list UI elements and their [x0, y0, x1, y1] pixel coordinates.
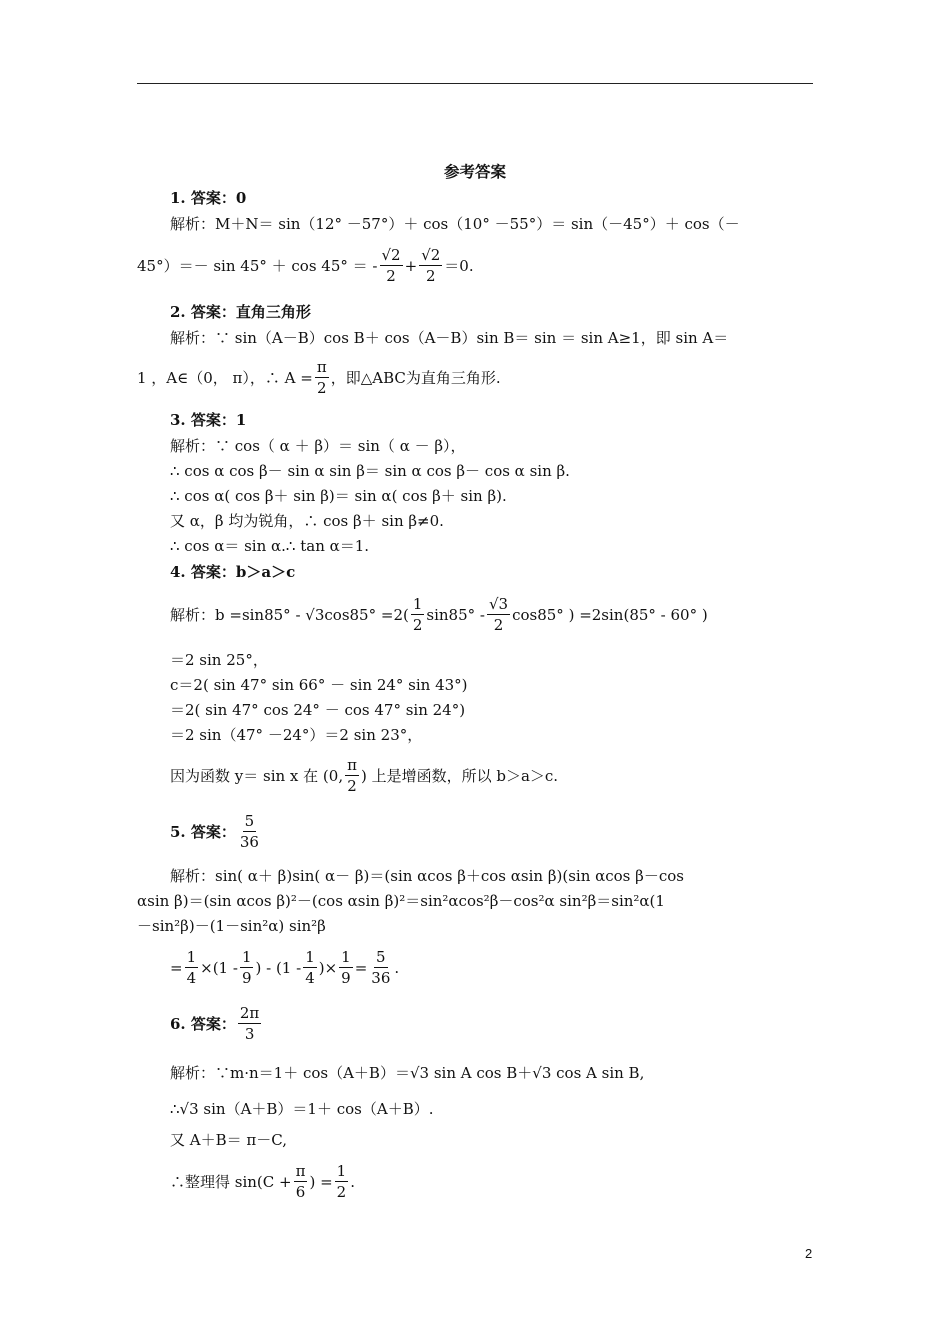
q5-eq-c: ) - (1 - [255, 958, 302, 977]
q5-e1 [185, 948, 199, 987]
q5-e5-num: 5 [376, 948, 386, 966]
q6-line: ∴√3 sin（A＋B）＝1＋ cos（A＋B）. [170, 1100, 434, 1118]
q3-line: ∴ cos α＝ sin α.∴ tan α＝1. [170, 537, 370, 555]
q4-formula-a: 解析：b =sin85° - √3cos85° =2( [170, 605, 409, 624]
q5-ans-den: 36 [239, 833, 259, 851]
q5-eq-e: = [354, 958, 368, 977]
q3-line: ∴ cos α( cos β＋ sin β)＝ sin α( cos β＋ sin β). [170, 487, 507, 505]
q2-answer: 2. 答案：直角三角形 [170, 303, 311, 321]
q4-formula [170, 595, 708, 634]
q4-line: ＝2 sin 25°， [170, 651, 268, 669]
q6-head: 6. 答案： [170, 1014, 236, 1033]
q2-fraction [315, 358, 329, 397]
q4-formula-c: cos85° ) =2sin(85° - 60° ) [512, 605, 708, 624]
q2-frac-den: 2 [317, 379, 327, 397]
q4-f1-num: 1 [412, 595, 423, 613]
q6-ans-num: 2π [239, 1004, 260, 1022]
q2-frac-num: π [316, 358, 327, 376]
q1-fraction-2 [419, 246, 442, 285]
q4-answer: 4. 答案：b＞a＞c [170, 563, 296, 581]
q5-line: αsin β)＝(sin αcos β)²－(cos αsin β)²＝sin²αcos²β－cos²α sin²β＝sin²α(1 [137, 892, 665, 910]
q3-line: 解析：∵ cos（ α ＋ β）＝ sin（ α － β）， [170, 437, 466, 455]
q4-line: ＝2( sin 47° cos 24° － cos 47° sin 24°) [170, 701, 466, 719]
q5-e1-num: 1 [186, 948, 197, 966]
q1-frac2-num: √2 [421, 246, 441, 264]
q6-last-fraction [294, 1162, 308, 1201]
q4-fraction-1 [411, 595, 425, 634]
q4-conclusion [170, 756, 558, 795]
q6-last-a: ∴整理得 sin(C + [170, 1172, 292, 1191]
q4-f2-den: 2 [493, 616, 504, 634]
q5-eq-a: = [170, 958, 183, 977]
q5-e3-den: 4 [305, 969, 315, 987]
q6-last2-den: 2 [336, 1183, 347, 1201]
q1-frac-den: 2 [386, 267, 396, 285]
header-rule [137, 83, 813, 84]
q6-last2-num: 1 [336, 1162, 347, 1180]
q4-last-fraction [345, 756, 359, 795]
q5-line: 解析：sin( α＋ β)sin( α－ β)＝(sin αcos β＋cos αsin β)(sin αcos β－cos [170, 867, 684, 885]
q5-line: －sin²β)－(1－sin²α) sin²β [137, 917, 326, 935]
q2-analysis-line1: 解析：∵ sin（A－B）cos B＋ cos（A－B）sin B＝ sin ＝ sin A≥1，即 sin A＝ [170, 329, 729, 347]
q1-answer: 1. 答案：0 [170, 189, 247, 207]
q6-last-num: π [295, 1162, 306, 1180]
q5-eq-d: )× [318, 958, 338, 977]
q5-e4 [339, 948, 353, 987]
q5-e4-den: 9 [341, 969, 351, 987]
q5-eq-b: ×(1 - [200, 958, 238, 977]
q5-e4-num: 1 [341, 948, 351, 966]
q5-e5 [369, 948, 392, 987]
q6-last-b: ) = [309, 1172, 333, 1191]
q4-last-den: 2 [347, 777, 357, 795]
q6-last-den: 6 [295, 1183, 306, 1201]
q1-analysis-line2 [137, 246, 474, 285]
q5-e2 [240, 948, 254, 987]
q4-last-num: π [347, 756, 357, 774]
q4-line: c＝2( sin 47° sin 66° － sin 24° sin 43°) [170, 676, 468, 694]
q4-last-a: 因为函数 y＝ sin x 在 (0, [170, 766, 344, 785]
q5-ans-num: 5 [244, 812, 255, 830]
q5-e2-num: 1 [241, 948, 252, 966]
q5-head: 5. 答案： [170, 822, 236, 841]
q5-e3 [303, 948, 317, 987]
q4-f1-den: 2 [412, 616, 423, 634]
q6-last-c: . [350, 1172, 355, 1191]
q1-frac-num: √2 [381, 246, 401, 264]
q6-line: 解析：∵m·n＝1＋ cos（A＋B）＝√3 sin A cos B＋√3 cos A sin B, [170, 1064, 645, 1082]
q3-line: 又 α，β 均为锐角，∴ cos β＋ sin β≠0. [170, 512, 444, 530]
q4-f2-num: √3 [488, 595, 509, 613]
q4-last-b: ) 上是增函数，所以 b＞a＞c. [360, 766, 559, 785]
q5-eq-f: . [394, 958, 400, 977]
q2-text-b: ，即△ABC为直角三角形. [330, 368, 501, 387]
q1-analysis-line1: 解析：M＋N＝ sin（12° －57°）＋ cos（10° －55°）＝ sin（－45°）＋ cos（－ [170, 215, 740, 233]
q5-answer-fraction [238, 812, 261, 851]
q6-last-fraction-2 [335, 1162, 349, 1201]
q6-ans-den: 3 [244, 1025, 255, 1043]
page-number: 2 [805, 1246, 813, 1261]
q6-answer [170, 1004, 263, 1043]
q1-frac2-den: 2 [425, 267, 436, 285]
page-title: 参考答案 [443, 162, 506, 181]
q4-formula-b: sin85° - [426, 605, 485, 624]
q1-text-a: 45°）＝－ sin 45° ＋ cos 45° ＝ - [137, 256, 378, 275]
q6-answer-fraction [238, 1004, 261, 1043]
q5-e2-den: 9 [241, 969, 252, 987]
q3-answer: 3. 答案：1 [170, 411, 247, 429]
q6-conclusion [170, 1162, 355, 1201]
q5-equation [170, 948, 399, 987]
q3-line: ∴ cos α cos β－ sin α sin β＝ sin α cos β－ cos α sin β. [170, 462, 570, 480]
q6-line: 又 A＋B＝ π－C, [170, 1131, 287, 1149]
q1-text-b: ＝0. [444, 256, 474, 275]
q1-fraction-1 [380, 246, 403, 285]
q5-e1-den: 4 [186, 969, 197, 987]
q5-e5-den: 36 [371, 969, 391, 987]
q4-fraction-2 [487, 595, 510, 634]
q1-plus: + [404, 256, 418, 275]
q2-text-a: 1 ，A∈（0， π），∴ A = [137, 368, 313, 387]
q5-answer [170, 812, 263, 851]
q4-line: ＝2 sin（47° －24°）＝2 sin 23°， [170, 726, 423, 744]
q2-analysis-line2 [137, 358, 501, 397]
q5-e3-num: 1 [305, 948, 315, 966]
